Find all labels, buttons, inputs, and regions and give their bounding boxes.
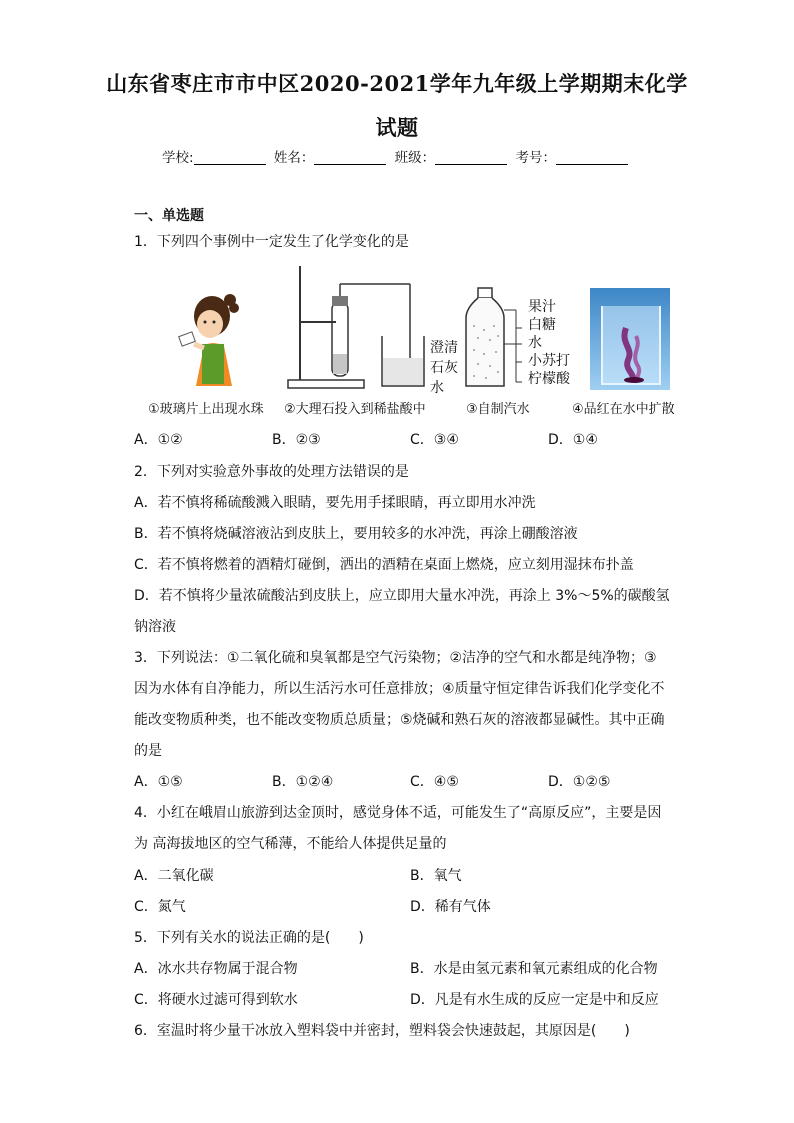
homemade-soda-bottle-image — [464, 286, 530, 392]
q2-option-d[interactable]: D．若不慎将少量浓硫酸沾到皮肤上，应立即用大量水冲洗，再涂上 3%～5%的碳酸氢 — [134, 588, 670, 604]
number-label: 考号： — [515, 150, 556, 166]
q5-option-a[interactable]: A．冰水共存物属于混合物 — [134, 961, 298, 977]
q5-option-c[interactable]: C．将硬水过滤可得到软水 — [134, 992, 298, 1008]
dye-diffusion-beaker-image — [590, 288, 670, 390]
q3-option-c[interactable]: C．④⑤ — [410, 774, 459, 790]
q3-option-d[interactable]: D．①②⑤ — [548, 774, 611, 790]
q3-stem-line2: 因为水体有自净能力，所以生活污水可任意排放；④质量守恒定律告诉我们化学变化不 — [134, 681, 665, 697]
q3-stem-line4: 的是 — [134, 743, 162, 759]
girl-breathing-on-glass-image — [172, 286, 242, 392]
exam-title-line2: 试题 — [375, 115, 419, 140]
q2-stem: 2．下列对实验意外事故的处理方法错误的是 — [134, 464, 409, 480]
bottle-label-sugar: 白糖 — [528, 317, 556, 333]
q2-option-d-cont: 钠溶液 — [134, 619, 176, 635]
lime-water-label-3: 水 — [430, 380, 444, 396]
q2-option-c[interactable]: C．若不慎将燃着的酒精灯碰倒，洒出的酒精在桌面上燃烧，应立刻用湿抹布扑盖 — [134, 557, 634, 573]
q4-option-b[interactable]: B．氧气 — [410, 868, 462, 884]
q5-option-b[interactable]: B．水是由氢元素和氧元素组成的化合物 — [410, 961, 658, 977]
q4-stem-line1: 4．小红在峨眉山旅游到达金顶时，感觉身体不适，可能发生了“高原反应”，主要是因 — [134, 805, 662, 821]
q5-option-d[interactable]: D．凡是有水生成的反应一定是中和反应 — [410, 992, 659, 1008]
marble-hydrochloric-acid-apparatus-image — [286, 262, 446, 392]
q1-caption-4: ④品红在水中扩散 — [572, 402, 675, 417]
q1-stem: 1．下列四个事例中一定发生了化学变化的是 — [134, 234, 409, 250]
exam-title-line1: 山东省枣庄市市中区2020-2021学年九年级上学期期末化学 — [106, 71, 688, 96]
q2-option-b[interactable]: B．若不慎将烧碱溶液沾到皮肤上，要用较多的水冲洗，再涂上硼酸溶液 — [134, 526, 578, 542]
q1-caption-3: ③自制汽水 — [466, 402, 530, 417]
name-blank[interactable] — [314, 150, 386, 165]
q3-option-b[interactable]: B．①②④ — [272, 774, 334, 790]
q1-option-d[interactable]: D．①④ — [548, 432, 598, 448]
student-info-row — [162, 146, 632, 166]
q1-caption-2: ②大理石投入到稀盐酸中 — [284, 402, 426, 417]
q6-stem: 6．室温时将少量干冰放入塑料袋中并密封，塑料袋会快速鼓起，其原因是( ) — [134, 1023, 630, 1039]
q4-stem-line2: 为 高海拔地区的空气稀薄，不能给人体提供足量的 — [134, 836, 447, 852]
q4-option-a[interactable]: A．二氧化碳 — [134, 868, 214, 884]
q4-option-c[interactable]: C．氮气 — [134, 899, 186, 915]
class-blank[interactable] — [435, 150, 507, 165]
bottle-labels — [528, 298, 570, 388]
bottle-label-water: 水 — [528, 335, 542, 351]
q3-stem-line1: 3．下列说法：①二氧化硫和臭氧都是空气污染物；②洁净的空气和水都是纯净物；③ — [134, 650, 657, 666]
q1-caption-1: ①玻璃片上出现水珠 — [148, 402, 264, 417]
bottle-label-baking-soda: 小苏打 — [528, 353, 570, 369]
class-label: 班级： — [394, 150, 436, 166]
lime-water-label-2: 石灰 — [430, 360, 458, 376]
lime-water-label-1: 澄清 — [430, 340, 458, 356]
bottle-label-juice: 果汁 — [528, 299, 556, 315]
bottle-label-citric-acid: 柠檬酸 — [528, 371, 570, 387]
name-label: 姓名： — [273, 150, 315, 166]
school-blank[interactable] — [194, 150, 266, 165]
lime-water-label — [430, 338, 460, 398]
section-heading-single-choice: 一、单选题 — [134, 208, 204, 224]
school-label: 学校: — [162, 150, 194, 166]
q1-option-b[interactable]: B．②③ — [272, 432, 321, 448]
q3-option-a[interactable]: A．①⑤ — [134, 774, 183, 790]
q3-stem-line3: 能改变物质种类，也不能改变物质总质量；⑤烧碱和熟石灰的溶液都显碱性。其中正确 — [134, 712, 665, 728]
q2-option-a[interactable]: A．若不慎将稀硫酸溅入眼睛，要先用手揉眼睛，再立即用水冲洗 — [134, 495, 536, 511]
number-blank[interactable] — [556, 150, 628, 165]
q5-stem: 5．下列有关水的说法正确的是( ) — [134, 930, 364, 946]
q1-option-c[interactable]: C．③④ — [410, 432, 459, 448]
q1-option-a[interactable]: A．①② — [134, 432, 183, 448]
q4-option-d[interactable]: D．稀有气体 — [410, 899, 491, 915]
